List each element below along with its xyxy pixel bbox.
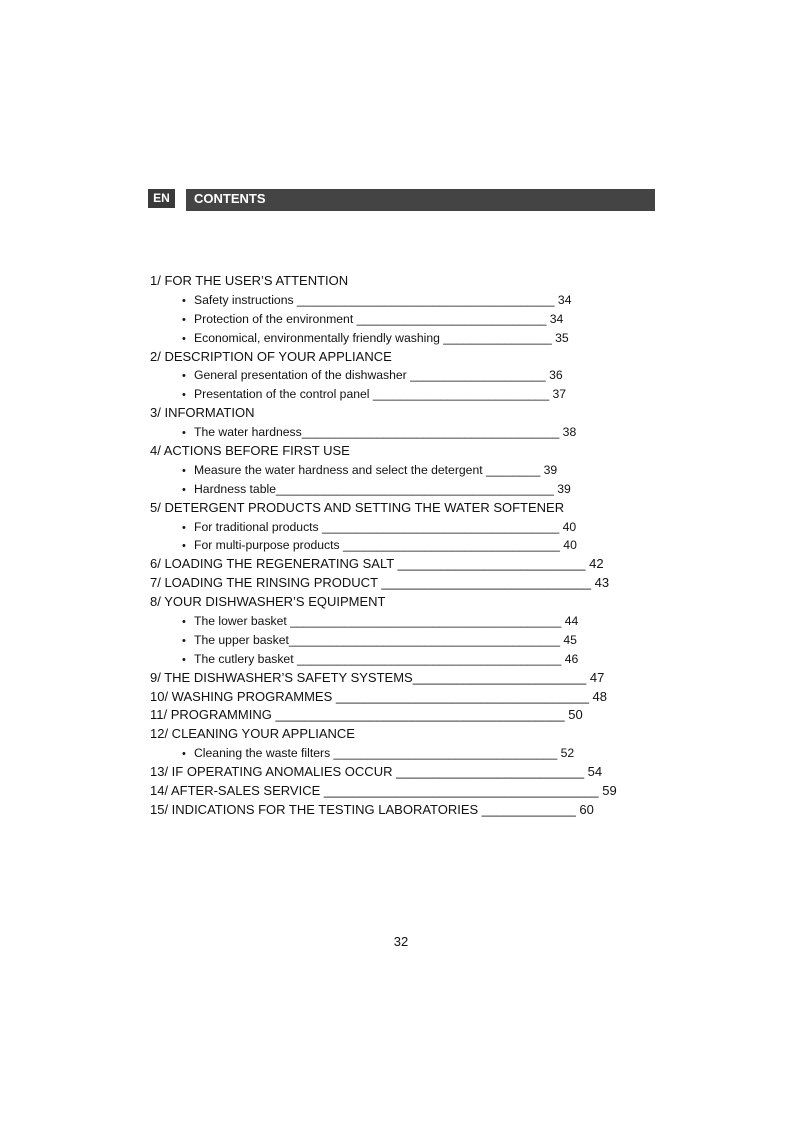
toc-subsection-entry (150, 385, 620, 404)
toc-entry-text: 3/ INFORMATION (150, 405, 255, 421)
bullet-icon: • (182, 540, 186, 553)
table-of-contents (150, 272, 620, 820)
toc-entry-text: The lower basket ________________________________________ 44 (194, 614, 579, 629)
bullet-icon: • (182, 313, 186, 326)
toc-entry-text: 6/ LOADING THE REGENERATING SALT __________________________ 42 (150, 556, 604, 572)
toc-entry-text: 15/ INDICATIONS FOR THE TESTING LABORATORIES _____________ 60 (150, 801, 594, 817)
bullet-icon: • (182, 616, 186, 629)
toc-section-entry (150, 555, 620, 574)
toc-subsection-entry (150, 631, 620, 650)
toc-subsection-entry (150, 744, 620, 763)
toc-subsection-entry (150, 423, 620, 442)
language-badge: EN (148, 189, 175, 208)
toc-entry-text: 7/ LOADING THE RINSING PRODUCT _____________________________ 43 (150, 575, 610, 591)
toc-subsection-entry (150, 310, 620, 329)
toc-entry-text: Presentation of the control panel __________________________ 37 (194, 387, 567, 402)
toc-entry-text: The upper basket________________________________________ 45 (194, 632, 577, 647)
toc-subsection-entry (150, 612, 620, 631)
toc-entry-text: 13/ IF OPERATING ANOMALIES OCCUR __________________________ 54 (150, 764, 603, 780)
bullet-icon: • (182, 634, 186, 647)
toc-section-entry (150, 499, 620, 518)
bullet-icon: • (182, 653, 186, 666)
toc-section-entry (150, 574, 620, 593)
toc-entry-text: 9/ THE DISHWASHER’S SAFETY SYSTEMS________________________ 47 (150, 669, 605, 685)
bullet-icon: • (182, 389, 186, 402)
toc-section-entry (150, 782, 620, 801)
toc-section-entry (150, 404, 620, 423)
toc-entry-text: For multi-purpose products ________________________________ 40 (194, 538, 577, 553)
toc-entry-text: Protection of the environment ____________________________ 34 (194, 311, 564, 326)
toc-section-entry (150, 688, 620, 707)
toc-entry-text: 2/ DESCRIPTION OF YOUR APPLIANCE (150, 348, 392, 364)
page-title: CONTENTS (186, 189, 655, 211)
toc-section-entry (150, 348, 620, 367)
bullet-icon: • (182, 427, 186, 440)
page-number: 32 (393, 934, 409, 949)
bullet-icon: • (182, 332, 186, 345)
toc-section-entry (150, 442, 620, 461)
toc-entry-text: 5/ DETERGENT PRODUCTS AND SETTING THE WATER SOFTENER (150, 499, 565, 515)
toc-entry-text: The cutlery basket _______________________________________ 46 (194, 651, 579, 666)
toc-entry-text: The water hardness______________________________________ 38 (194, 425, 577, 440)
bullet-icon: • (182, 521, 186, 534)
toc-section-entry (150, 706, 620, 725)
toc-entry-text: 10/ WASHING PROGRAMMES ___________________________________ 48 (150, 688, 607, 704)
bullet-icon: • (182, 748, 186, 761)
toc-entry-text: Cleaning the waste filters _________________________________ 52 (194, 746, 575, 761)
bullet-icon: • (182, 294, 186, 307)
toc-subsection-entry (150, 480, 620, 499)
toc-section-entry (150, 593, 620, 612)
toc-subsection-entry (150, 329, 620, 348)
toc-section-entry (150, 669, 620, 688)
toc-subsection-entry (150, 291, 620, 310)
bullet-icon: • (182, 483, 186, 496)
toc-entry-text: Economical, environmentally friendly washing ________________ 35 (194, 330, 569, 345)
toc-entry-text: Safety instructions ______________________________________ 34 (194, 292, 572, 307)
toc-subsection-entry (150, 536, 620, 555)
toc-subsection-entry (150, 518, 620, 537)
toc-entry-text: 1/ FOR THE USER’S ATTENTION (150, 273, 349, 288)
toc-subsection-entry (150, 366, 620, 385)
toc-entry-text: 8/ YOUR DISHWASHER’S EQUIPMENT (150, 594, 386, 610)
toc-entry-text: Measure the water hardness and select the detergent ________ 39 (194, 462, 558, 477)
toc-section-entry (150, 801, 620, 820)
toc-section-entry (150, 763, 620, 782)
toc-entry-text: 4/ ACTIONS BEFORE FIRST USE (150, 443, 350, 459)
toc-section-entry (150, 272, 620, 291)
bullet-icon: • (182, 464, 186, 477)
toc-entry-text: 11/ PROGRAMMING ________________________________________ 50 (150, 707, 583, 723)
toc-subsection-entry (150, 461, 620, 480)
toc-entry-text: 12/ CLEANING YOUR APPLIANCE (150, 726, 355, 742)
toc-subsection-entry (150, 650, 620, 669)
toc-entry-text: Hardness table_________________________________________ 39 (194, 481, 571, 496)
toc-entry-text: General presentation of the dishwasher ____________________ 36 (194, 368, 563, 383)
toc-section-entry (150, 725, 620, 744)
bullet-icon: • (182, 370, 186, 383)
toc-entry-text: For traditional products ___________________________________ 40 (194, 519, 577, 534)
contents-header (148, 189, 655, 211)
toc-entry-text: 14/ AFTER-SALES SERVICE ______________________________________ 59 (150, 783, 617, 799)
